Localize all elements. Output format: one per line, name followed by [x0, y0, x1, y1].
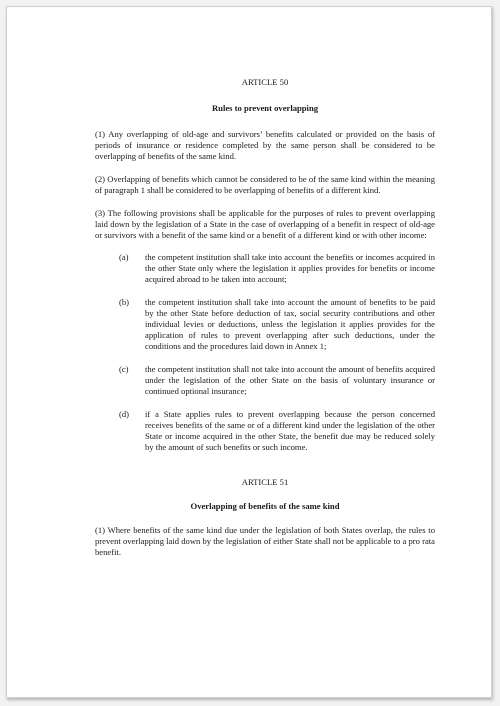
list-item-label: (a): [119, 252, 129, 262]
list-item-text: if a State applies rules to prevent overlapping because the person concerned receives benefits of the same or of a different kind under the legislation of the other State or income acquired in the other State, the benefit due may be reduced solely by the amount of such benefits or such income.: [145, 409, 435, 452]
list-item-c: [95, 364, 435, 397]
list-item-a: [95, 252, 435, 285]
list-item-d: [95, 409, 435, 453]
article-50-paragraph-3: (3) The following provisions shall be applicable for the purposes of rules to prevent overlapping laid down by the legislation of a State in the case of overlapping of a benefit in respect of old-age or survivors with a benefit of the same kind or a benefit of a different kind or with other income:: [95, 208, 435, 240]
article-51-title: Overlapping of benefits of the same kind: [190, 501, 340, 511]
article-51-paragraph-1: (1) Where benefits of the same kind due under the legislation of both States overlap, the rules to prevent overlapping laid down by the legislation of either State shall not be applicable to a pro rata benefit.: [95, 525, 435, 557]
article-50-paragraph-1: (1) Any overlapping of old-age and survivors’ benefits calculated or provided on the basis of periods of insurance or residence completed by the same person shall be considered to be overlapping of benefits of the same kind.: [95, 129, 435, 161]
article-50-paragraph-2: (2) Overlapping of benefits which cannot be considered to be of the same kind within the meaning of paragraph 1 shall be considered to be overlapping of benefits of a different kind.: [95, 174, 435, 195]
list-item-text: the competent institution shall take into account the amount of benefits to be paid by the other State before deduction of tax, social security contributions and other individual levies or deductions, unless the legislation it applies provides for the application of rules to prevent overlapping after such deductions, under the conditions and the procedures laid down in Annex 1;: [145, 297, 435, 351]
list-item-b: [95, 297, 435, 352]
list-item-label: (c): [119, 364, 129, 374]
article-50-title: Rules to prevent overlapping: [211, 103, 319, 113]
list-item-text: the competent institution shall take into account the benefits or incomes acquired in the other State only where the legislation it applies provides for benefits or income acquired abroad to be taken into account;: [145, 252, 435, 284]
document-body: [95, 77, 435, 558]
list-item-label: (b): [119, 297, 130, 307]
article-50-heading: ARTICLE 50: [241, 77, 289, 87]
list-item-text: the competent institution shall not take into account the amount of benefits acquired under the legislation of the other State on the basis of voluntary insurance or continued optional insurance;: [145, 364, 435, 396]
list-item-label: (d): [119, 409, 130, 419]
document-page: [6, 6, 492, 698]
article-51-heading: ARTICLE 51: [241, 477, 289, 487]
